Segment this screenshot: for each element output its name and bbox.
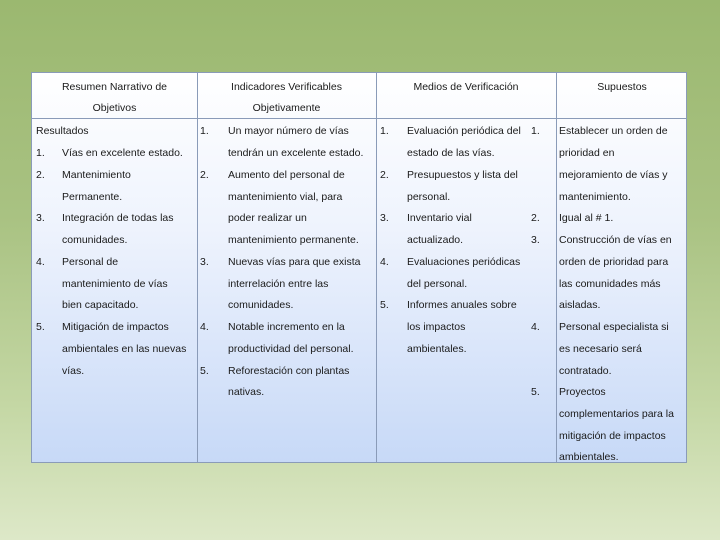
col3-item3-line: Inventario vial bbox=[407, 212, 472, 224]
col3-item1-line: Evaluación periódica del bbox=[407, 125, 521, 137]
header-col3: Medios de Verificación bbox=[413, 81, 519, 93]
col4-item3-line: las comunidades más bbox=[559, 278, 661, 290]
col4-item5-line: mitigación de impactos bbox=[559, 430, 666, 442]
col2-item2-line: poder realizar un bbox=[228, 212, 307, 224]
col2-item5-line: Reforestación con plantas bbox=[228, 365, 350, 377]
column-divider bbox=[197, 73, 198, 462]
header-col1-line2: Objetivos bbox=[92, 102, 137, 114]
col4-item3-num: 3. bbox=[531, 234, 540, 246]
col2-item2-line: mantenimiento vial, para bbox=[228, 191, 343, 203]
col4-item2-line: Igual al # 1. bbox=[559, 212, 614, 224]
col3-item5-line: ambientales. bbox=[407, 343, 467, 355]
col4-item5-line: complementarios para la bbox=[559, 408, 674, 420]
col1-item3-line: Integración de todas las bbox=[62, 212, 174, 224]
col1-item2-line: Permanente. bbox=[62, 191, 123, 203]
col2-item5-num: 5. bbox=[200, 365, 209, 377]
col3-item2-num: 2. bbox=[380, 169, 389, 181]
col1-item5-line: ambientales en las nuevas bbox=[62, 343, 187, 355]
col3-item2-line: Presupuestos y lista del bbox=[407, 169, 518, 181]
col2-item1-num: 1. bbox=[200, 125, 209, 137]
logframe-table bbox=[31, 72, 687, 463]
col1-item1-line: Vías en excelente estado. bbox=[62, 147, 183, 159]
header-col1-line1: Resumen Narrativo de bbox=[61, 81, 168, 93]
column-divider bbox=[376, 73, 377, 462]
col2-item1-line: Un mayor número de vías bbox=[228, 125, 349, 137]
col2-item3-line: Nuevas vías para que exista bbox=[228, 256, 361, 268]
col3-item2-line: personal. bbox=[407, 191, 451, 203]
col4-item3-line: Construcción de vías en bbox=[559, 234, 672, 246]
col3-item1-num: 1. bbox=[380, 125, 389, 137]
header-col2-line1: Indicadores Verificables bbox=[231, 81, 342, 93]
col4-item3-line: aisladas. bbox=[559, 299, 601, 311]
col1-item4-line: Personal de bbox=[62, 256, 119, 268]
col4-item1-line: Establecer un orden de bbox=[559, 125, 668, 137]
col4-item5-line: Proyectos bbox=[559, 386, 606, 398]
col3-item4-line: del personal. bbox=[407, 278, 468, 290]
col2-item2-line: mantenimiento permanente. bbox=[228, 234, 359, 246]
col4-item1-line: prioridad en bbox=[559, 147, 615, 159]
col1-item5-line: vías. bbox=[62, 365, 85, 377]
col1-item1-num: 1. bbox=[36, 147, 45, 159]
col2-item1-line: tendrán un excelente estado. bbox=[228, 147, 364, 159]
col4-item5-num: 5. bbox=[531, 386, 540, 398]
col1-item3-num: 3. bbox=[36, 212, 45, 224]
col1-item5-num: 5. bbox=[36, 321, 45, 333]
column-divider bbox=[556, 73, 557, 462]
col4-item1-line: mejoramiento de vías y bbox=[559, 169, 668, 181]
col4-item2-num: 2. bbox=[531, 212, 540, 224]
col1-item5-line: Mitigación de impactos bbox=[62, 321, 169, 333]
col3-item5-num: 5. bbox=[380, 299, 389, 311]
col4-item1-num: 1. bbox=[531, 125, 540, 137]
col4-item5-line: ambientales. bbox=[559, 451, 619, 463]
col4-item3-line: orden de prioridad para bbox=[559, 256, 669, 268]
col2-item4-line: Notable incremento en la bbox=[228, 321, 345, 333]
col1-item4-num: 4. bbox=[36, 256, 45, 268]
col2-item4-line: productividad del personal. bbox=[228, 343, 354, 355]
col3-item5-line: los impactos bbox=[407, 321, 466, 333]
col3-item4-line: Evaluaciones periódicas bbox=[407, 256, 521, 268]
col2-item3-line: interrelación entre las bbox=[228, 278, 329, 290]
col3-item5-line: Informes anuales sobre bbox=[407, 299, 517, 311]
col2-item2-line: Aumento del personal de bbox=[228, 169, 345, 181]
col1-item2-line: Mantenimiento bbox=[62, 169, 131, 181]
col4-item1-line: mantenimiento. bbox=[559, 191, 631, 203]
col2-item4-num: 4. bbox=[200, 321, 209, 333]
col1-item4-line: bien capacitado. bbox=[62, 299, 139, 311]
header-divider bbox=[32, 118, 686, 119]
col3-item1-line: estado de las vías. bbox=[407, 147, 495, 159]
col4-item4-num: 4. bbox=[531, 321, 540, 333]
col3-item3-line: actualizado. bbox=[407, 234, 464, 246]
col3-item3-num: 3. bbox=[380, 212, 389, 224]
col4-item4-line: contratado. bbox=[559, 365, 612, 377]
header-col2-line2: Objetivamente bbox=[252, 102, 321, 114]
col2-item2-num: 2. bbox=[200, 169, 209, 181]
results-title: Resultados bbox=[36, 125, 89, 137]
col1-item2-num: 2. bbox=[36, 169, 45, 181]
col4-item4-line: Personal especialista si bbox=[559, 321, 669, 333]
col1-item3-line: comunidades. bbox=[62, 234, 128, 246]
col2-item3-line: comunidades. bbox=[228, 299, 294, 311]
col3-item4-num: 4. bbox=[380, 256, 389, 268]
col1-item4-line: mantenimiento de vías bbox=[62, 278, 168, 290]
col4-item4-line: es necesario será bbox=[559, 343, 642, 355]
col2-item3-num: 3. bbox=[200, 256, 209, 268]
header-col4: Supuestos bbox=[597, 81, 647, 93]
col2-item5-line: nativas. bbox=[228, 386, 265, 398]
